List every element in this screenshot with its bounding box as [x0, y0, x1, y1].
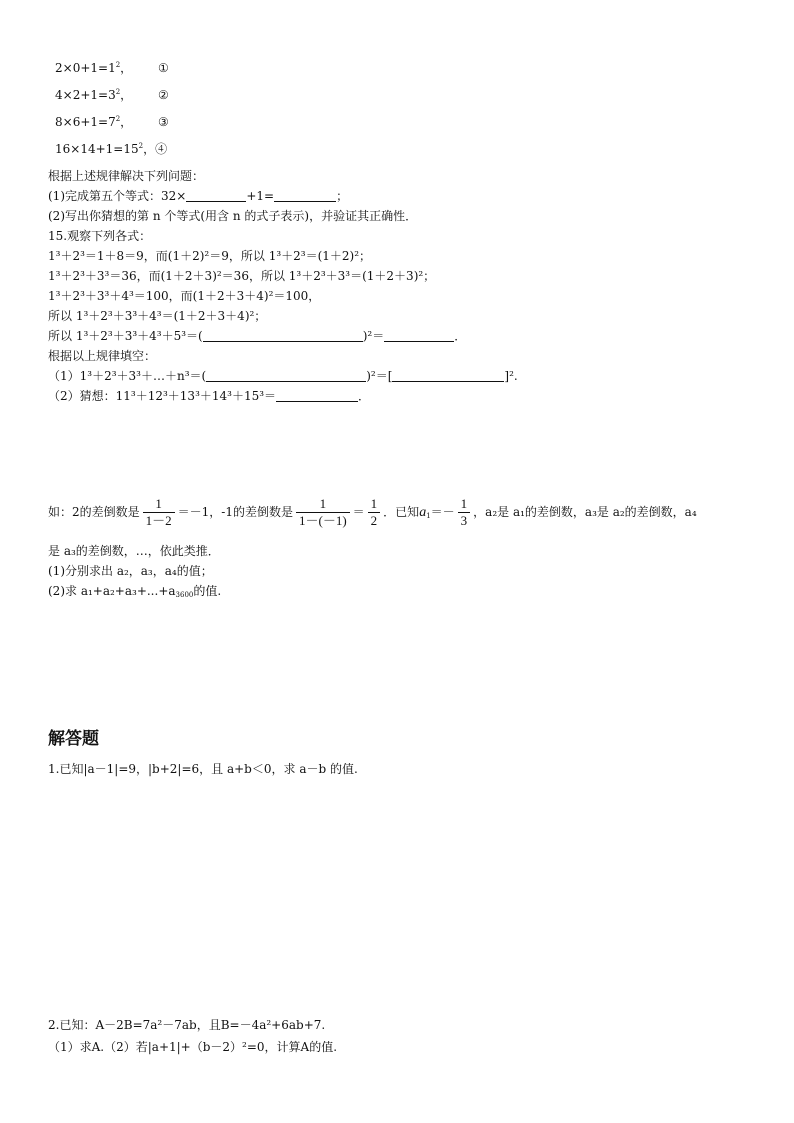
fraction: $\frac{1}{3}$ [458, 496, 471, 529]
q15-line-5: 所以 1³＋2³＋3³＋4³＋5³＝( )²＝ ． [48, 329, 467, 343]
q15-fill-intro: 根据以上规律填空： [48, 349, 157, 363]
pattern-eq-1: $2\times 0+1=1^2$， ① [55, 61, 169, 75]
pattern-eq-3: $8\times 6+1=7^2$， ③ [55, 115, 169, 129]
q14-part1: (1)完成第五个等式：32× +1= ； [48, 189, 349, 203]
q16-line-2: 是 a₃的差倒数，…，依此类推． [48, 544, 220, 558]
fraction: $\frac{1}{1-(-1)}$ [296, 496, 350, 529]
solve-question-1: 1.已知|a－1|=9，|b+2|=6，且 a+b＜0，求 a－b 的值. [48, 762, 358, 776]
q16-part-1: (1)分别求出 a₂，a₃，a₄的值； [48, 564, 213, 578]
q15-fill-2: （2）猜想：11³＋12³＋13³＋14³＋15³＝ ． [48, 389, 371, 403]
answer-blank [274, 189, 336, 202]
solve-question-2-line-2: （1）求A.（2）若|a+1|+（b－2）²=0，计算A的值. [48, 1040, 338, 1054]
section-heading: 解答题 [48, 729, 99, 749]
answer-blank [392, 369, 504, 382]
q14-part2: (2)写出你猜想的第 n 个等式(用含 n 的式子表示)，并验证其正确性． [48, 209, 418, 223]
fraction: $\frac{1}{1-2}$ [143, 496, 175, 529]
fraction: $\frac{1}{2}$ [368, 496, 381, 529]
q15-line-3: 1³＋2³＋3³＋4³＝100，而(1＋2＋3＋4)²＝100， [48, 289, 321, 303]
pattern-eq-2: $4\times 2+1=3^2$， ② [55, 88, 169, 102]
q15-line-4: 所以 1³＋2³＋3³＋4³＝(1＋2＋3＋4)²； [48, 309, 267, 323]
circled-one: ① [158, 61, 169, 75]
q16-part-2: (2)求 $a_1+a_2+a_3+...+a_{3600}$的值. [48, 584, 222, 599]
solve-question-2-line-1: 2.已知：A－2B=7a²－7ab，且B=－4a²+6ab+7. [48, 1018, 326, 1032]
q15-fill-1: （1）1³＋2³＋3³＋…＋n³＝( )²＝[ ]². [48, 369, 518, 383]
answer-blank [384, 329, 454, 342]
answer-blank [276, 389, 358, 402]
answer-blank [206, 369, 366, 382]
q16-line-1: 如：2的差倒数是 $\frac{1}{1-2}$ ＝－1，-1的差倒数是 $\frac{1}{1-(-1)}$ ＝ $\frac{1}{2}$ ．已知$a_1=-$ $\frac{1}{3}$ ，a₂是 a₁的差倒数，a₃是 a₂的差倒数，a₄ [48, 496, 697, 528]
circled-two: ② [158, 88, 169, 102]
q14-intro: 根据上述规律解决下列问题： [48, 169, 205, 183]
q15-line-1: 1³＋2³＝1＋8＝9，而(1＋2)²＝9，所以 1³＋2³＝(1＋2)²； [48, 249, 372, 263]
q15-line-2: 1³＋2³＋3³＝36，而(1＋2＋3)²＝36，所以 1³＋2³＋3³＝(1＋2＋3)²； [48, 269, 436, 283]
answer-blank [203, 329, 363, 342]
pattern-eq-4: $16\times 14+1=15^2$，④ [55, 142, 168, 156]
circled-three: ③ [158, 115, 169, 129]
answer-blank [186, 189, 246, 202]
q15-title: 15.观察下列各式： [48, 229, 152, 243]
